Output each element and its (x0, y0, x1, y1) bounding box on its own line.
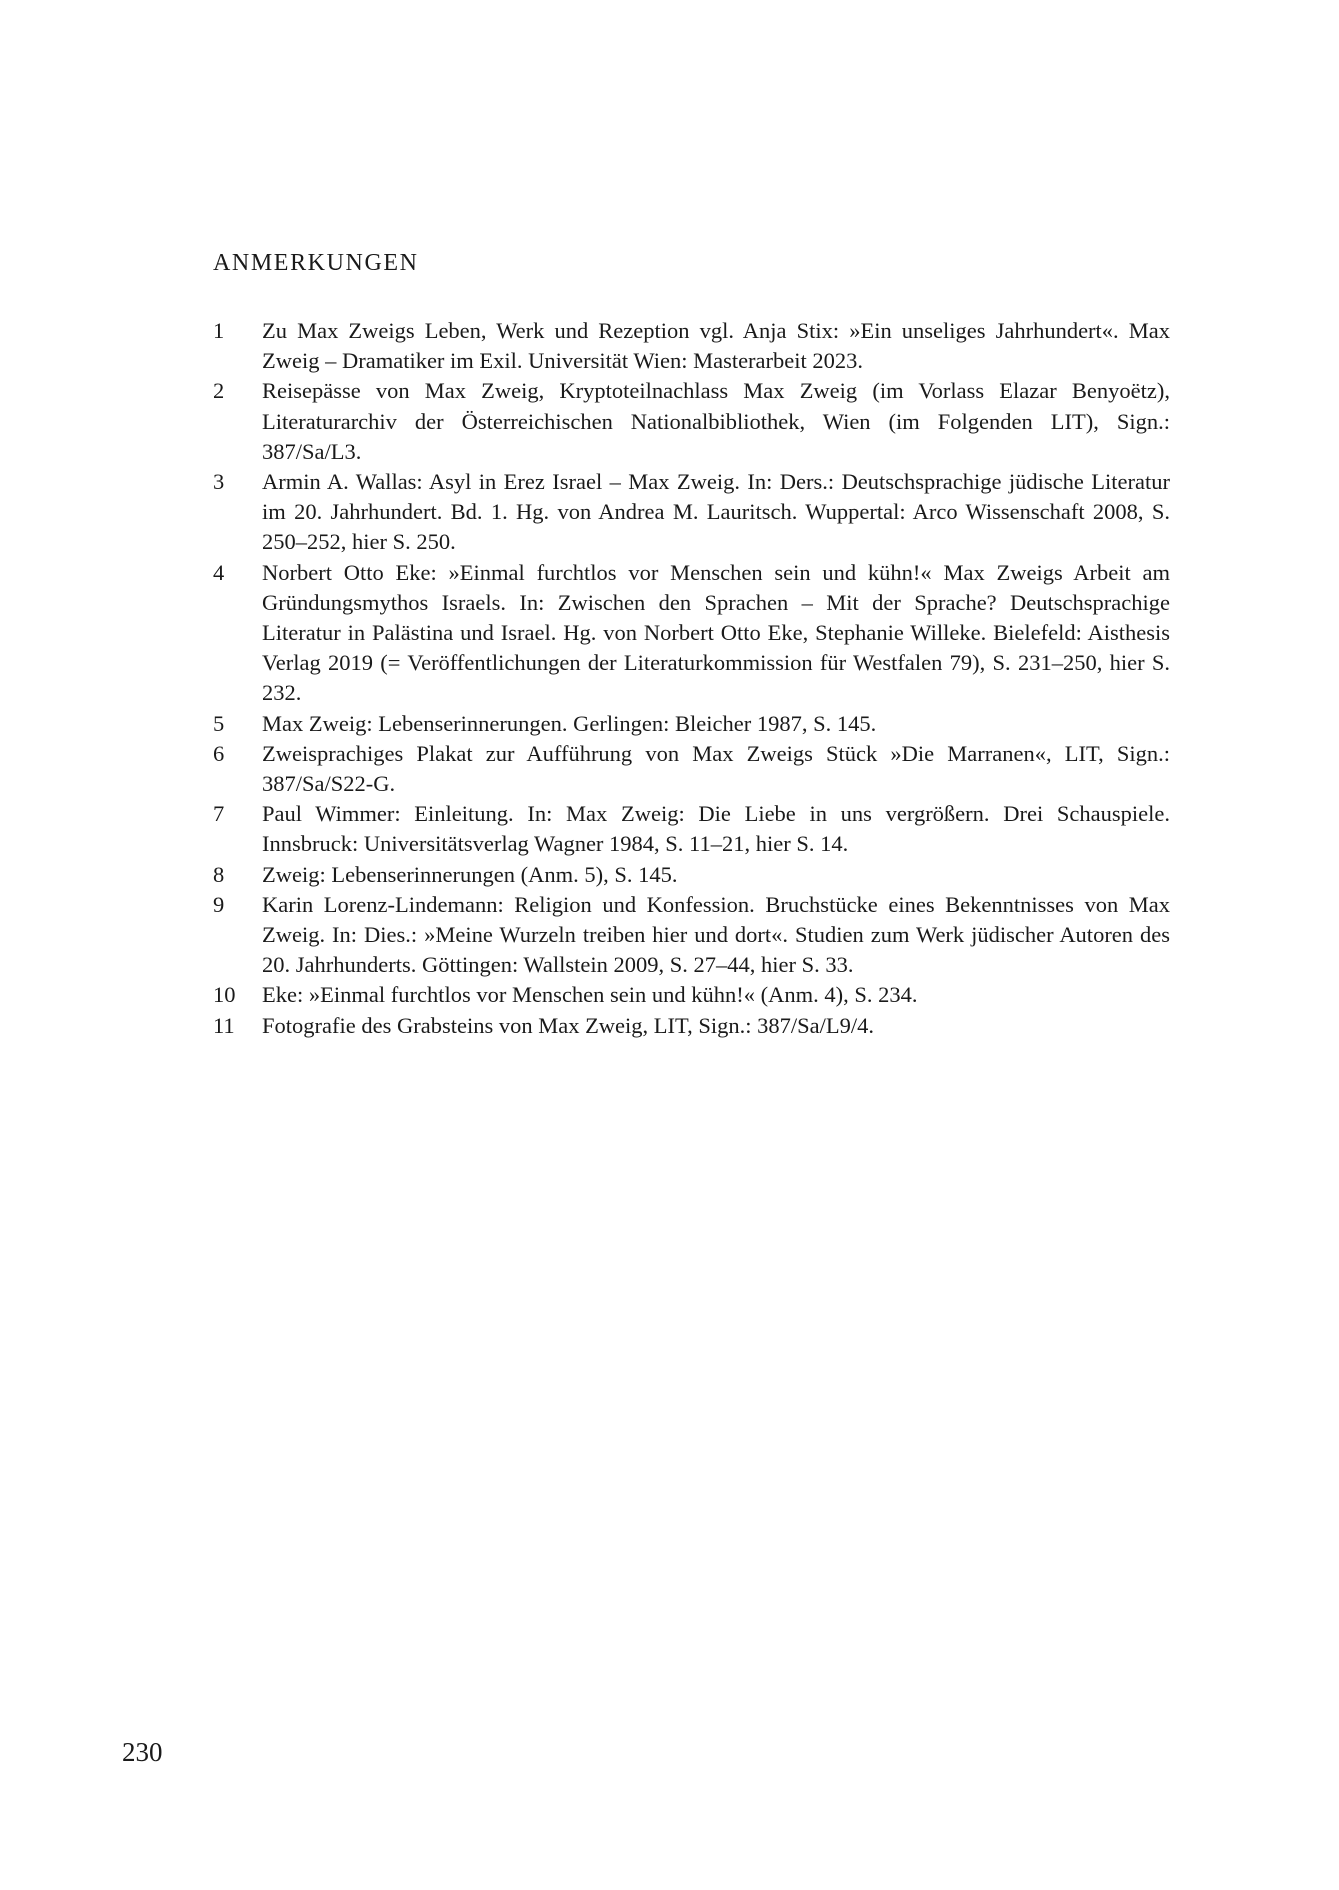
endnote-number: 4 (213, 559, 225, 585)
endnote-number: 9 (213, 891, 225, 917)
endnote-text: Max Zweig: Lebenserinnerungen. Gerlingen: Bleicher 1987, S. 145. (262, 710, 877, 736)
endnote (213, 709, 1170, 739)
endnote-text: Zweisprachiges Plakat zur Aufführung von Max Zweigs Stück »Die Marranen«, LIT, Sign.: 387/Sa/S22-G. (262, 740, 1170, 797)
endnote-number: 7 (213, 801, 225, 827)
endnote-number: 11 (213, 1012, 235, 1038)
endnote (213, 890, 1170, 981)
section-heading: ANMERKUNGEN (213, 250, 419, 276)
endnote-text: Reisepässe von Max Zweig, Kryptoteilnachlass Max Zweig (im Vorlass Elazar Benyoëtz), Literaturarchiv der Österreichischen Nationalbibliothek, Wien (im Folgenden LIT), Sign.: 387/Sa/L3. (262, 378, 1170, 464)
endnote-number: 8 (213, 861, 225, 887)
endnote (213, 860, 1170, 890)
endnote-number: 1 (213, 318, 225, 343)
endnote (213, 980, 1170, 1010)
endnote-number: 10 (213, 982, 236, 1008)
endnote (213, 739, 1170, 799)
endnote-text: Armin A. Wallas: Asyl in Erez Israel – Max Zweig. In: Ders.: Deutschsprachige jüdische Literatur im 20. Jahrhundert. Bd. 1. Hg. von Andrea M. Lauritsch. Wuppertal: Arco Wissenschaft 2008, S. 250–252, hier S. 250. (262, 469, 1170, 555)
endnote-text: Fotografie des Grabsteins von Max Zweig, LIT, Sign.: 387/Sa/L9/4. (262, 1012, 874, 1038)
endnote-text: Eke: »Einmal furchtlos vor Menschen sein und kühn!« (Anm. 4), S. 234. (262, 982, 918, 1008)
endnote (213, 799, 1170, 859)
endnote-text: Karin Lorenz-Lindemann: Religion und Konfession. Bruchstücke eines Bekenntnisses von Max Zweig. In: Dies.: »Meine Wurzeln treiben hier und dort«. Studien zum Werk jüdischer Autoren des 20. Jahrhunderts. Göttingen: Wallstein 2009, S. 27–44, hier S. 33. (262, 891, 1170, 978)
endnote-text: Zweig: Lebenserinnerungen (Anm. 5), S. 145. (262, 861, 678, 887)
endnote-number: 6 (213, 740, 225, 766)
endnote-number: 2 (213, 378, 225, 404)
endnote-text: Norbert Otto Eke: »Einmal furchtlos vor Menschen sein und kühn!« Max Zweigs Arbeit am Gründungsmythos Israels. In: Zwischen den Sprachen – Mit der Sprache? Deutschsprachige Literatur in Palästina und Israel. Hg. von Norbert Otto Eke, Stephanie Willeke. Bielefeld: Aisthesis Verlag 2019 (= Veröffentlichungen der Literaturkommission für Westfalen 79), S. 231–250, hier S. 232. (262, 559, 1170, 706)
endnote (213, 1011, 1170, 1041)
endnote-number: 3 (213, 469, 225, 495)
endnote (213, 376, 1170, 467)
endnote-text: Zu Max Zweigs Leben, Werk und Rezeption vgl. Anja Stix: »Ein unseliges Jahrhundert«. Max Zweig – Dramatiker im Exil. Universität Wien: Masterarbeit 2023. (262, 318, 1170, 374)
endnote (213, 316, 1170, 376)
endnote (213, 467, 1170, 558)
endnote-number: 5 (213, 710, 225, 736)
endnotes-list (213, 316, 1170, 1041)
endnote-text: Paul Wimmer: Einleitung. In: Max Zweig: Die Liebe in uns vergrößern. Drei Schauspiele. Innsbruck: Universitätsverlag Wagner 1984, S. 11–21, hier S. 14. (262, 801, 1170, 857)
endnote (213, 558, 1170, 709)
page-number: 230 (122, 1737, 163, 1767)
